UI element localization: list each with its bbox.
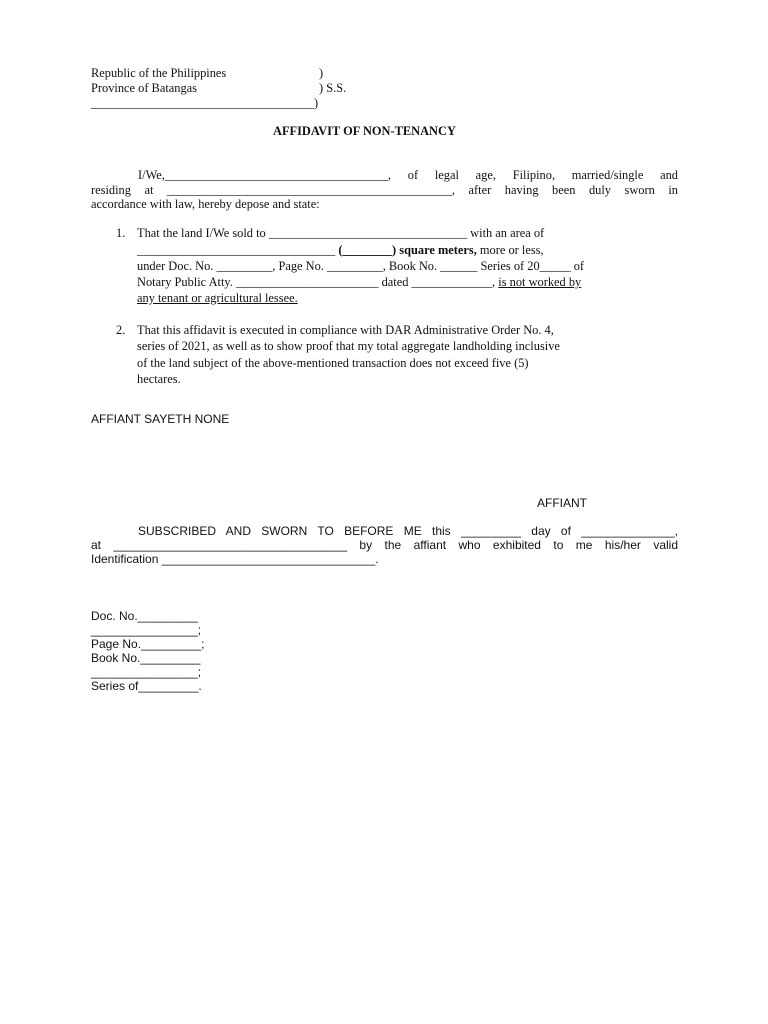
- item-1-line-2: [137, 243, 544, 258]
- item-2-line-2: series of 2021, as well as to show proof that my total aggregate landholding inclusive: [137, 339, 560, 353]
- jurat-line-3: Identification ________________________________.: [91, 552, 379, 566]
- notary-dated-text: Notary Public Atty. _______________________ dated _____________,: [137, 275, 496, 289]
- item-2-line-1: That this affidavit is executed in compliance with DAR Administrative Order No. 4,: [137, 323, 554, 337]
- venue-ss: ) S.S.: [319, 81, 347, 95]
- square-meters-label: (________) square meters,: [338, 243, 477, 257]
- notarial-book-no: Book No._________: [91, 651, 201, 665]
- document-title: AFFIDAVIT OF NON-TENANCY: [273, 124, 456, 138]
- intro-line-3: accordance with law, hereby depose and state:: [91, 197, 320, 211]
- item-2-number: 2.: [116, 323, 126, 337]
- item-1-line-1: That the land I/We sold to ________________________________ with an area of: [137, 226, 545, 240]
- jurat-line-2: at ___________________________________ by the affiant who exhibited to me his/her valid: [91, 538, 678, 552]
- notarial-page-no: Page No._________;: [91, 637, 205, 651]
- not-worked-text: is not worked by: [498, 275, 582, 289]
- venue-paren-1: ): [319, 66, 324, 80]
- notarial-doc-no: Doc. No._________: [91, 609, 198, 623]
- more-or-less-text: more or less,: [479, 243, 544, 257]
- venue-republic: Republic of the Philippines: [91, 66, 227, 80]
- venue-blank-line: ____________________________________): [91, 96, 319, 110]
- item-2-line-4: hectares.: [137, 372, 181, 386]
- item-1-line-3: under Doc. No. _________, Page No. _________, Book No. ______ Series of 20_____ of: [137, 259, 585, 273]
- notarial-blank-1: ________________;: [91, 623, 202, 637]
- notarial-series: Series of_________.: [91, 679, 202, 693]
- intro-line-1: I/We,____________________________________, of legal age, Filipino, married/single and: [138, 168, 678, 182]
- intro-line-2: residing at ______________________________________________, after having been duly sworn in: [91, 183, 678, 197]
- item-2-line-3: of the land subject of the above-mentioned transaction does not exceed five (5): [137, 356, 529, 370]
- item-1-line-5: any tenant or agricultural lessee.: [137, 291, 298, 305]
- affiant-label: AFFIANT: [537, 496, 587, 510]
- jurat-line-1: SUBSCRIBED AND SWORN TO BEFORE ME this _________ day of ______________,: [138, 524, 678, 538]
- item-1-number: 1.: [116, 226, 126, 240]
- affiant-sayeth-none: AFFIANT SAYETH NONE: [91, 412, 230, 426]
- notarial-blank-2: ________________;: [91, 665, 202, 679]
- item-1-line-4: [137, 275, 581, 290]
- venue-province: Province of Batangas: [91, 81, 197, 95]
- area-blank: ________________________________: [137, 243, 336, 257]
